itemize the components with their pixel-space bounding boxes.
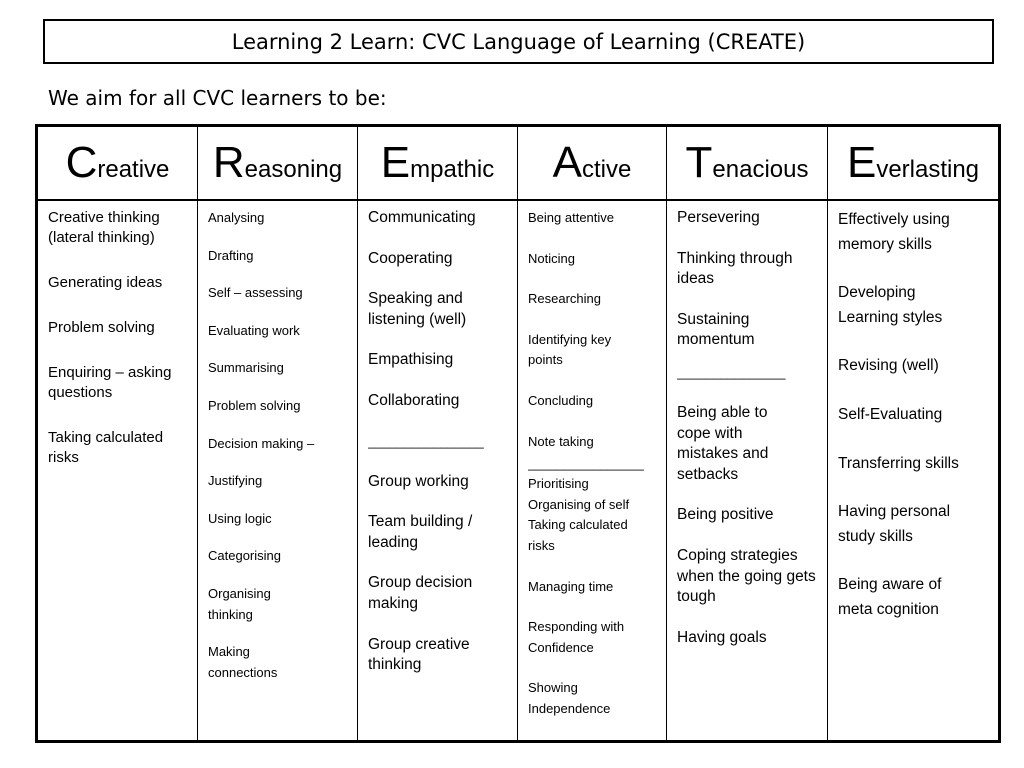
header-everlasting bbox=[828, 126, 1000, 201]
header-active bbox=[518, 126, 667, 201]
list-item: Transferring skills bbox=[838, 454, 959, 472]
list-item: Empathising bbox=[368, 351, 454, 369]
header-tenacious bbox=[667, 126, 828, 201]
list-item: Group working bbox=[368, 472, 469, 490]
list-item: Team building / leading bbox=[368, 513, 473, 551]
list-item: Developing Learning styles bbox=[838, 284, 943, 326]
separator-line: ________________ bbox=[368, 433, 484, 449]
header-row bbox=[37, 126, 1000, 201]
list-item: Justifying bbox=[208, 473, 263, 489]
header-initial: E bbox=[380, 138, 411, 187]
list-item: Self-Evaluating bbox=[838, 405, 943, 423]
list-item: Thinking through ideas bbox=[677, 249, 793, 288]
list-item: Responding with Confidence bbox=[528, 619, 625, 655]
separator-line: _______________ bbox=[677, 364, 786, 380]
list-item: Having personal study skills bbox=[838, 503, 951, 545]
list-item: Taking calculated risks bbox=[528, 517, 628, 553]
list-item: Drafting bbox=[208, 247, 254, 263]
list-item: Coping strategies when the going gets tough bbox=[677, 546, 816, 606]
list-item: Prioritising bbox=[528, 476, 589, 492]
list-item: Organising of self bbox=[528, 496, 630, 512]
list-item: Group creative thinking bbox=[368, 635, 470, 674]
header-rest: easoning bbox=[244, 156, 343, 183]
list-item: Being able to cope with mistakes and setbacks bbox=[677, 403, 769, 483]
list-item: Summarising bbox=[208, 360, 284, 376]
header-rest: verlasting bbox=[876, 156, 980, 183]
header-creative bbox=[37, 126, 198, 201]
column-tenacious bbox=[667, 200, 828, 741]
column-reasoning bbox=[198, 200, 358, 741]
header-empathic bbox=[358, 126, 518, 201]
list-item: Cooperating bbox=[368, 249, 453, 267]
header-initial: A bbox=[552, 138, 582, 187]
list-item: Using logic bbox=[208, 510, 272, 526]
header-reasoning bbox=[198, 126, 358, 201]
header-initial: R bbox=[212, 138, 245, 187]
list-item: Group decision making bbox=[368, 574, 473, 612]
column-active bbox=[518, 200, 667, 741]
list-item: Problem solving bbox=[48, 319, 155, 336]
page-title: Learning 2 Learn: CVC Language of Learning (CREATE) bbox=[231, 29, 806, 54]
list-item: Sustaining momentum bbox=[677, 310, 755, 349]
page-subtitle: We aim for all CVC learners to be: bbox=[48, 86, 387, 110]
header-rest: mpathic bbox=[410, 156, 495, 183]
list-item: Effectively using memory skills bbox=[838, 211, 950, 253]
list-item: Generating ideas bbox=[48, 274, 163, 291]
list-item: Researching bbox=[528, 291, 601, 307]
column-everlasting bbox=[828, 200, 1000, 741]
list-item: Noticing bbox=[528, 250, 575, 266]
list-item: Revising (well) bbox=[838, 357, 939, 375]
column-empathic bbox=[358, 200, 518, 741]
list-item: Creative thinking (lateral thinking) bbox=[48, 209, 160, 246]
list-item: Analysing bbox=[208, 210, 265, 225]
list-item: Identifying key points bbox=[528, 331, 612, 368]
list-item: Having goals bbox=[677, 628, 767, 646]
list-item: Collaborating bbox=[368, 391, 460, 409]
list-item: Making connections bbox=[208, 644, 278, 680]
list-item: Self – assessing bbox=[208, 285, 303, 301]
list-item: Being attentive bbox=[528, 210, 615, 225]
list-item: Note taking bbox=[528, 433, 594, 449]
content-row bbox=[37, 200, 1000, 741]
list-item: Categorising bbox=[208, 548, 281, 564]
list-item: Persevering bbox=[677, 209, 760, 226]
header-rest: reative bbox=[97, 156, 170, 183]
header-rest: enacious bbox=[712, 156, 809, 183]
list-item: Showing Independence bbox=[528, 680, 611, 716]
title-box bbox=[43, 19, 994, 64]
list-item: Communicating bbox=[368, 209, 476, 226]
create-table bbox=[35, 124, 1001, 743]
list-item: Concluding bbox=[528, 392, 594, 408]
list-item: Enquiring – asking questions bbox=[48, 364, 172, 401]
column-creative bbox=[37, 200, 198, 741]
list-item: Taking calculated risks bbox=[48, 429, 164, 466]
separator-line: ________________ bbox=[528, 456, 644, 472]
list-item: Speaking and listening (well) bbox=[368, 290, 467, 328]
list-item: Managing time bbox=[528, 578, 614, 594]
list-item: Being positive bbox=[677, 506, 774, 524]
list-item: Evaluating work bbox=[208, 322, 300, 338]
header-initial: C bbox=[65, 138, 98, 187]
list-item: Organising thinking bbox=[208, 585, 271, 622]
header-initial: E bbox=[846, 138, 877, 187]
header-initial: T bbox=[685, 138, 713, 187]
list-item: Being aware of meta cognition bbox=[838, 576, 942, 618]
list-item: Problem solving bbox=[208, 397, 301, 413]
list-item: Decision making – bbox=[208, 435, 315, 451]
header-rest: ctive bbox=[582, 156, 632, 183]
